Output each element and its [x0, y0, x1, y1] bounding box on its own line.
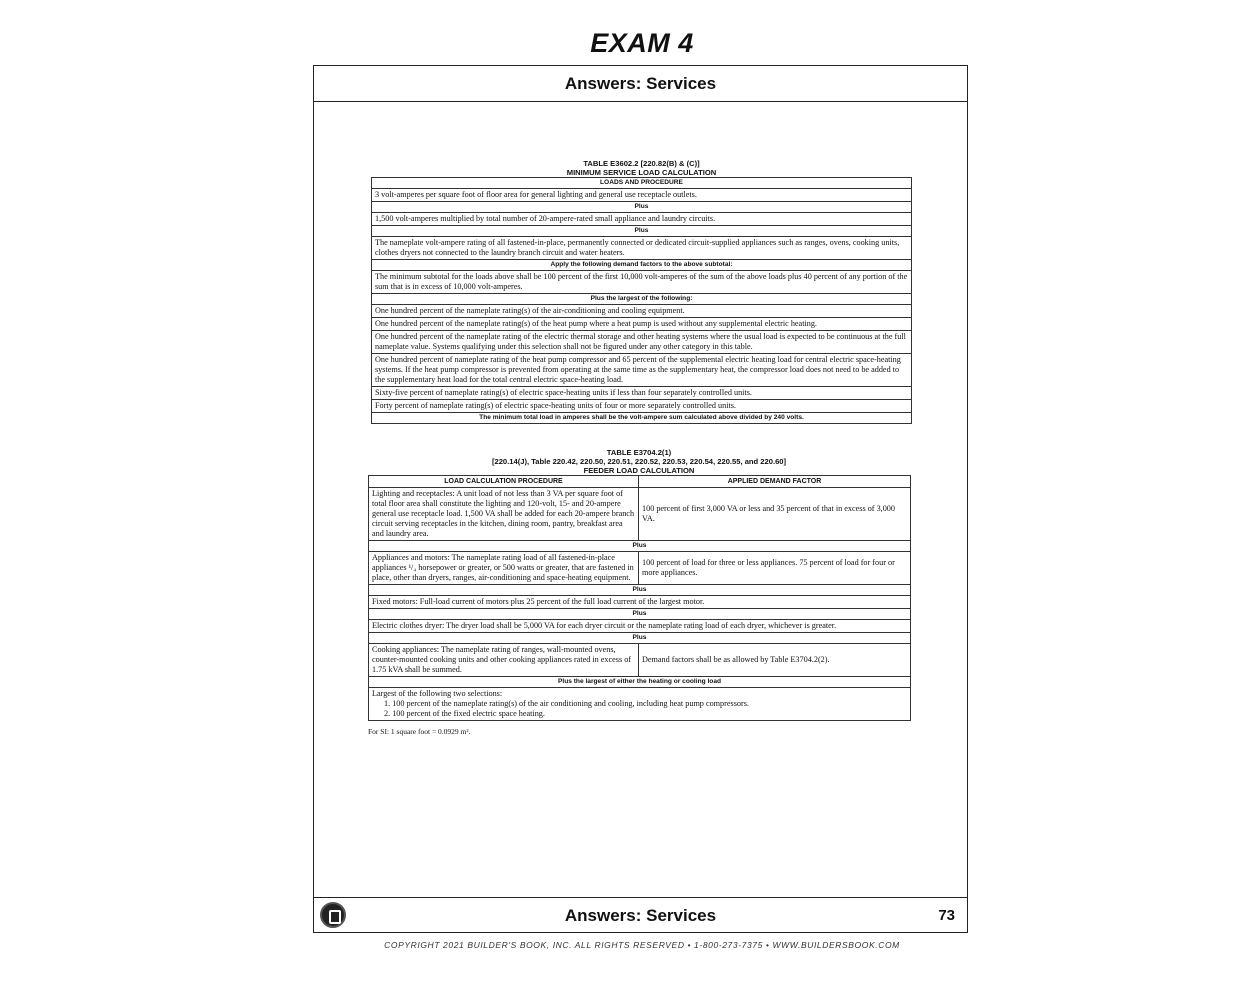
table2-band-row: Plus: [369, 585, 911, 596]
table-row: [372, 413, 912, 424]
table-row: [369, 620, 911, 633]
table2-band-row: Plus: [369, 609, 911, 620]
selection-list-item: 2. 100 percent of the fixed electric space heating.: [384, 709, 545, 718]
table2-demand-cell: 100 percent of first 3,000 VA or less and 35 percent of that in excess of 3,000 VA.: [639, 488, 911, 541]
table1-caption-title: MINIMUM SERVICE LOAD CALCULATION: [566, 168, 717, 177]
table1-cell: The minimum subtotal for the loads above shall be 100 percent of the first 10,000 volt-amperes of the sum of the above loads plus 40 percent of any portion of the sum that is in excess of 10,000 volt-amperes.: [372, 271, 912, 294]
table-row: [369, 644, 911, 677]
table2-span-cell: Fixed motors: Full-load current of motors plus 25 percent of the full load current of the largest motor.: [369, 596, 911, 609]
table-row: [372, 226, 912, 237]
table-row: [372, 318, 912, 331]
table-row: [372, 305, 912, 318]
page-footer: [314, 897, 967, 932]
table2-caption-refs: [220.14(J), Table 220.42, 220.50, 220.51, 220.52, 220.53, 220.54, 220.55, and 220.60]: [491, 457, 787, 466]
table-row: [369, 688, 911, 721]
table-row: [372, 271, 912, 294]
table-min-service-load: [371, 159, 912, 424]
copyright-line: COPYRIGHT 2021 BUILDER'S BOOK, INC. ALL RIGHTS RESERVED • 1-800-273-7375 • WWW.BUILDERSBOOK.COM: [384, 940, 900, 950]
table1-cell: One hundred percent of the nameplate rating(s) of the air-conditioning and cooling equipment.: [372, 305, 912, 318]
table-row: [372, 260, 912, 271]
table-row: [372, 354, 912, 387]
table2-band-row: Plus the largest of either the heating or cooling load: [369, 677, 911, 688]
table1-cell: The nameplate volt-ampere rating of all fastened-in-place, permanently connected or dedicated circuit-supplied appliances such as ranges, ovens, cooking units, clothes dryers not connected to the laundry branch circuit and water heaters.: [372, 237, 912, 260]
table1-band-row: Plus the largest of the following:: [372, 294, 912, 305]
page-header-title: Answers: Services: [314, 66, 967, 102]
table1-cell: Sixty-five percent of nameplate rating(s) of electric space-heating units if less than four separately controlled units.: [372, 387, 912, 400]
table1-cell: 1,500 volt-amperes multiplied by total number of 20-ampere-rated small appliance and laundry circuits.: [372, 213, 912, 226]
table1-caption-number: TABLE E3602.2 [220.82(B) & (C)]: [583, 159, 700, 168]
table-row: [369, 585, 911, 596]
page-footer-title: Answers: Services: [564, 906, 717, 925]
table2-col-header-demand: APPLIED DEMAND FACTOR: [639, 476, 911, 488]
si-conversion-note: For SI: 1 square foot = 0.0929 m².: [368, 727, 471, 736]
table2-demand-cell: Demand factors shall be as allowed by Table E3704.2(2).: [639, 644, 911, 677]
selection-list-item: 1. 100 percent of the nameplate rating(s) of the air conditioning and cooling, including heat pump compressors.: [384, 699, 749, 708]
table2-caption-number: TABLE E3704.2(1): [606, 448, 672, 457]
table2-span-cell: Electric clothes dryer: The dryer load shall be 5,000 VA for each dryer circuit or the nameplate rating load of each dryer, whichever is greater.: [369, 620, 911, 633]
table2-largest-selection-cell: [369, 688, 911, 721]
table1-cell: One hundred percent of the nameplate rating of the electric thermal storage and other heating systems where the usual load is expected to be continuous at the full nameplate value. Systems qualifying under this selection shall not be figured under any other category in this table.: [372, 331, 912, 354]
table2-procedure-cell: Lighting and receptacles: A unit load of not less than 3 VA per square foot of total floor area shall constitute the lighting and 120-volt, 15- and 20-ampere general use receptacle load. 1,500 VA shall be added for each 20-ampere branch circuit serving receptacles in the kitchen, dining room, pantry, breakfast area and laundry area.: [369, 488, 639, 541]
table-row: [372, 237, 912, 260]
selection-intro: Largest of the following two selections:: [372, 689, 503, 698]
table1-cell: One hundred percent of nameplate rating of the heat pump compressor and 65 percent of the supplemental electric heating load for central electric space-heating systems. If the heat pump compressor is prevented from operating at the same time as the supplementary heat, the compressor load does not need to be added to the supplementary heat load for the total central electric space-heating load.: [372, 354, 912, 387]
table1-cell: Forty percent of nameplate rating(s) of electric space-heating units of four or more separately controlled units.: [372, 400, 912, 413]
table1-band-row: Plus: [372, 202, 912, 213]
table1-band-row: Apply the following demand factors to the above subtotal:: [372, 260, 912, 271]
table-row: [372, 202, 912, 213]
table1-cell: 3 volt-amperes per square foot of floor area for general lighting and general use receptacle outlets.: [372, 189, 912, 202]
table2-col-header-procedure: LOAD CALCULATION PROCEDURE: [369, 476, 639, 488]
table2-grid: [368, 475, 911, 721]
table2-procedure-cell: Cooking appliances: The nameplate rating of ranges, wall-mounted ovens, counter-mounted cooking units and other cooking appliances rated in excess of 1.75 kVA shall be summed.: [369, 644, 639, 677]
table-row: [369, 596, 911, 609]
table2-band-row: Plus: [369, 633, 911, 644]
table2-demand-cell: 100 percent of load for three or less appliances. 75 percent of load for four or more appliances.: [639, 552, 911, 585]
table-row: [372, 387, 912, 400]
table2-band-row: Plus: [369, 541, 911, 552]
table-row: [372, 400, 912, 413]
table-row: [369, 541, 911, 552]
table1-band-row: The minimum total load in amperes shall be the volt-ampere sum calculated above divided by 240 volts.: [372, 413, 912, 424]
table-row: [369, 609, 911, 620]
table-row: [369, 677, 911, 688]
table-row: [372, 213, 912, 226]
table1-band-row: Plus: [372, 226, 912, 237]
table-row: [372, 189, 912, 202]
table-feeder-load: [368, 448, 910, 736]
table-row: [369, 552, 911, 585]
table1-grid: [371, 177, 912, 424]
table1-cell: One hundred percent of the nameplate rating(s) of the heat pump where a heat pump is used without any supplemental electric heating.: [372, 318, 912, 331]
table2-procedure-cell: Appliances and motors: The nameplate rating load of all fastened-in-place appliances ¹/₄ horsepower or greater, or 500 watts or greater, that are fastened in place, other than dryers, ranges, air-conditioning and space-heating equipment.: [369, 552, 639, 585]
table-row: [369, 488, 911, 541]
page-frame: [313, 65, 968, 933]
table1-header: LOADS AND PROCEDURE: [372, 178, 912, 189]
page-number: 73: [938, 907, 955, 924]
table-row: [369, 633, 911, 644]
table2-caption-title: FEEDER LOAD CALCULATION: [583, 466, 695, 475]
table-row: [372, 294, 912, 305]
exam-title: EXAM 4: [590, 28, 694, 58]
table-row: [372, 331, 912, 354]
